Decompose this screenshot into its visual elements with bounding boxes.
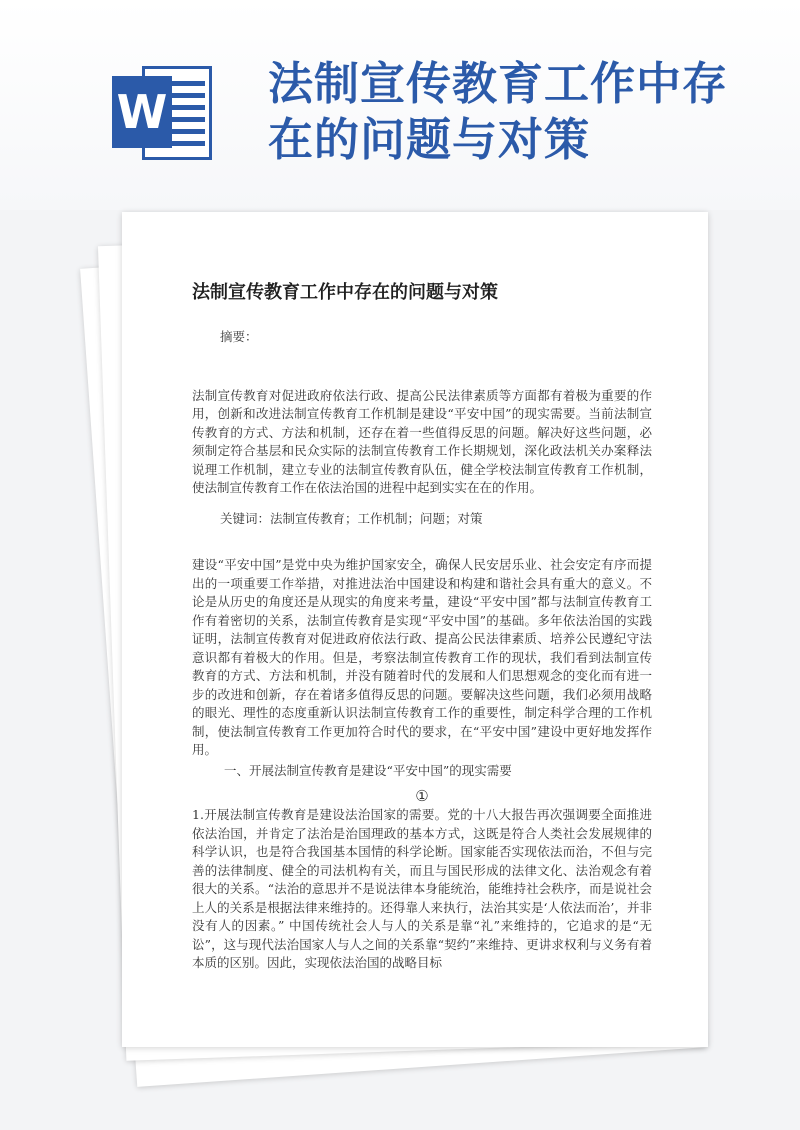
section-paragraph: 1.开展法制宣传教育是建设法治国家的需要。党的十八大报告再次强调要全面推进依法治国，并肯定了法治是治国理政的基本方式，这既是符合人类社会发展规律的科学认识，也是符合我国基本国情的科学论断。国家能否实现依法而治，不但与完善的法律制度、健全的司法机构有关，而且与国民形成的法律文化、法治观念有着很大的关系。“法治的意思并不是说法律本身能统治，能维持社会秩序，而是说社会上人的关系是根据法律来维持的。还得靠人来执行，法治其实是‘人依法而治’，并非没有人的因素。” 中国传统社会人与人的关系是靠“礼”来维持的，它追求的是“无讼”，这与现代法治国家人与人之间的关系靠“契约”来维持、更讲求权利与义务有着本质的区别。因此，实现依法治国的战略目标	[192, 807, 652, 970]
abstract-paragraph: 法制宣传教育对促进政府依法行政、提高公民法律素质等方面都有着极为重要的作用，创新和改进法制宣传教育工作机制是建设“平安中国”的现实需要。当前法制宣传教育的方式、方法和机制，还存在着一些值得反思的问题。解决好这些问题，必须制定符合基层和民众实际的法制宣传教育工作长期规划，深化政法机关办案释法说理工作机制，建立专业的法制宣传教育队伍，健全学校法制宣传教育工作机制，使法制宣传教育工作在依法治国的进程中起到实实在在的作用。	[192, 387, 652, 495]
banner-title: 法制宣传教育工作中存在的问题与对策	[268, 57, 729, 166]
text-line-icon	[171, 93, 205, 98]
word-logo-badge: W	[112, 76, 172, 148]
text-line-icon	[171, 81, 205, 86]
text-line-icon	[171, 117, 205, 122]
text-line-icon	[171, 105, 205, 110]
page-marker: ①	[415, 787, 429, 805]
text-line-icon	[171, 141, 205, 146]
text-line-icon	[171, 129, 205, 134]
document-title: 法制宣传教育工作中存在的问题与对策	[192, 282, 498, 303]
document-content	[192, 280, 652, 973]
keywords-line: 关键词：法制宣传教育；工作机制；问题；对策	[220, 510, 483, 526]
word-document-icon	[112, 62, 214, 164]
intro-paragraph: 建设“平安中国”是党中央为维护国家安全，确保人民安居乐业、社会安定有序而提出的一项重要工作举措，对推进法治中国建设和构建和谐社会具有重大的意义。不论是从历史的角度还是从现实的角度来考量，建设“平安中国”都与法制宣传教育工作有着密切的关系，法制宣传教育是实现“平安中国”的基础。多年依法治国的实践证明，法制宣传教育对促进政府依法行政、提高公民法律素质、培养公民遵纪守法意识都有着极大的作用。但是，考察法制宣传教育工作的现状，我们看到法制宣传教育的方式、方法和机制，并没有随着时代的发展和人们思想观念的变化而有进一步的改进和创新，存在着诸多值得反思的问题。要解决这些问题，我们必须用战略的眼光、理性的态度重新认识法制宣传教育工作的重要性，制定科学合理的工作机制，使法制宣传教育工作更加符合时代的要求，在“平安中国”建设中更好地发挥作用。	[192, 557, 652, 757]
section-heading: 一、开展法制宣传教育是建设“平安中国”的现实需要	[224, 762, 512, 778]
abstract-label: 摘要：	[220, 329, 258, 344]
